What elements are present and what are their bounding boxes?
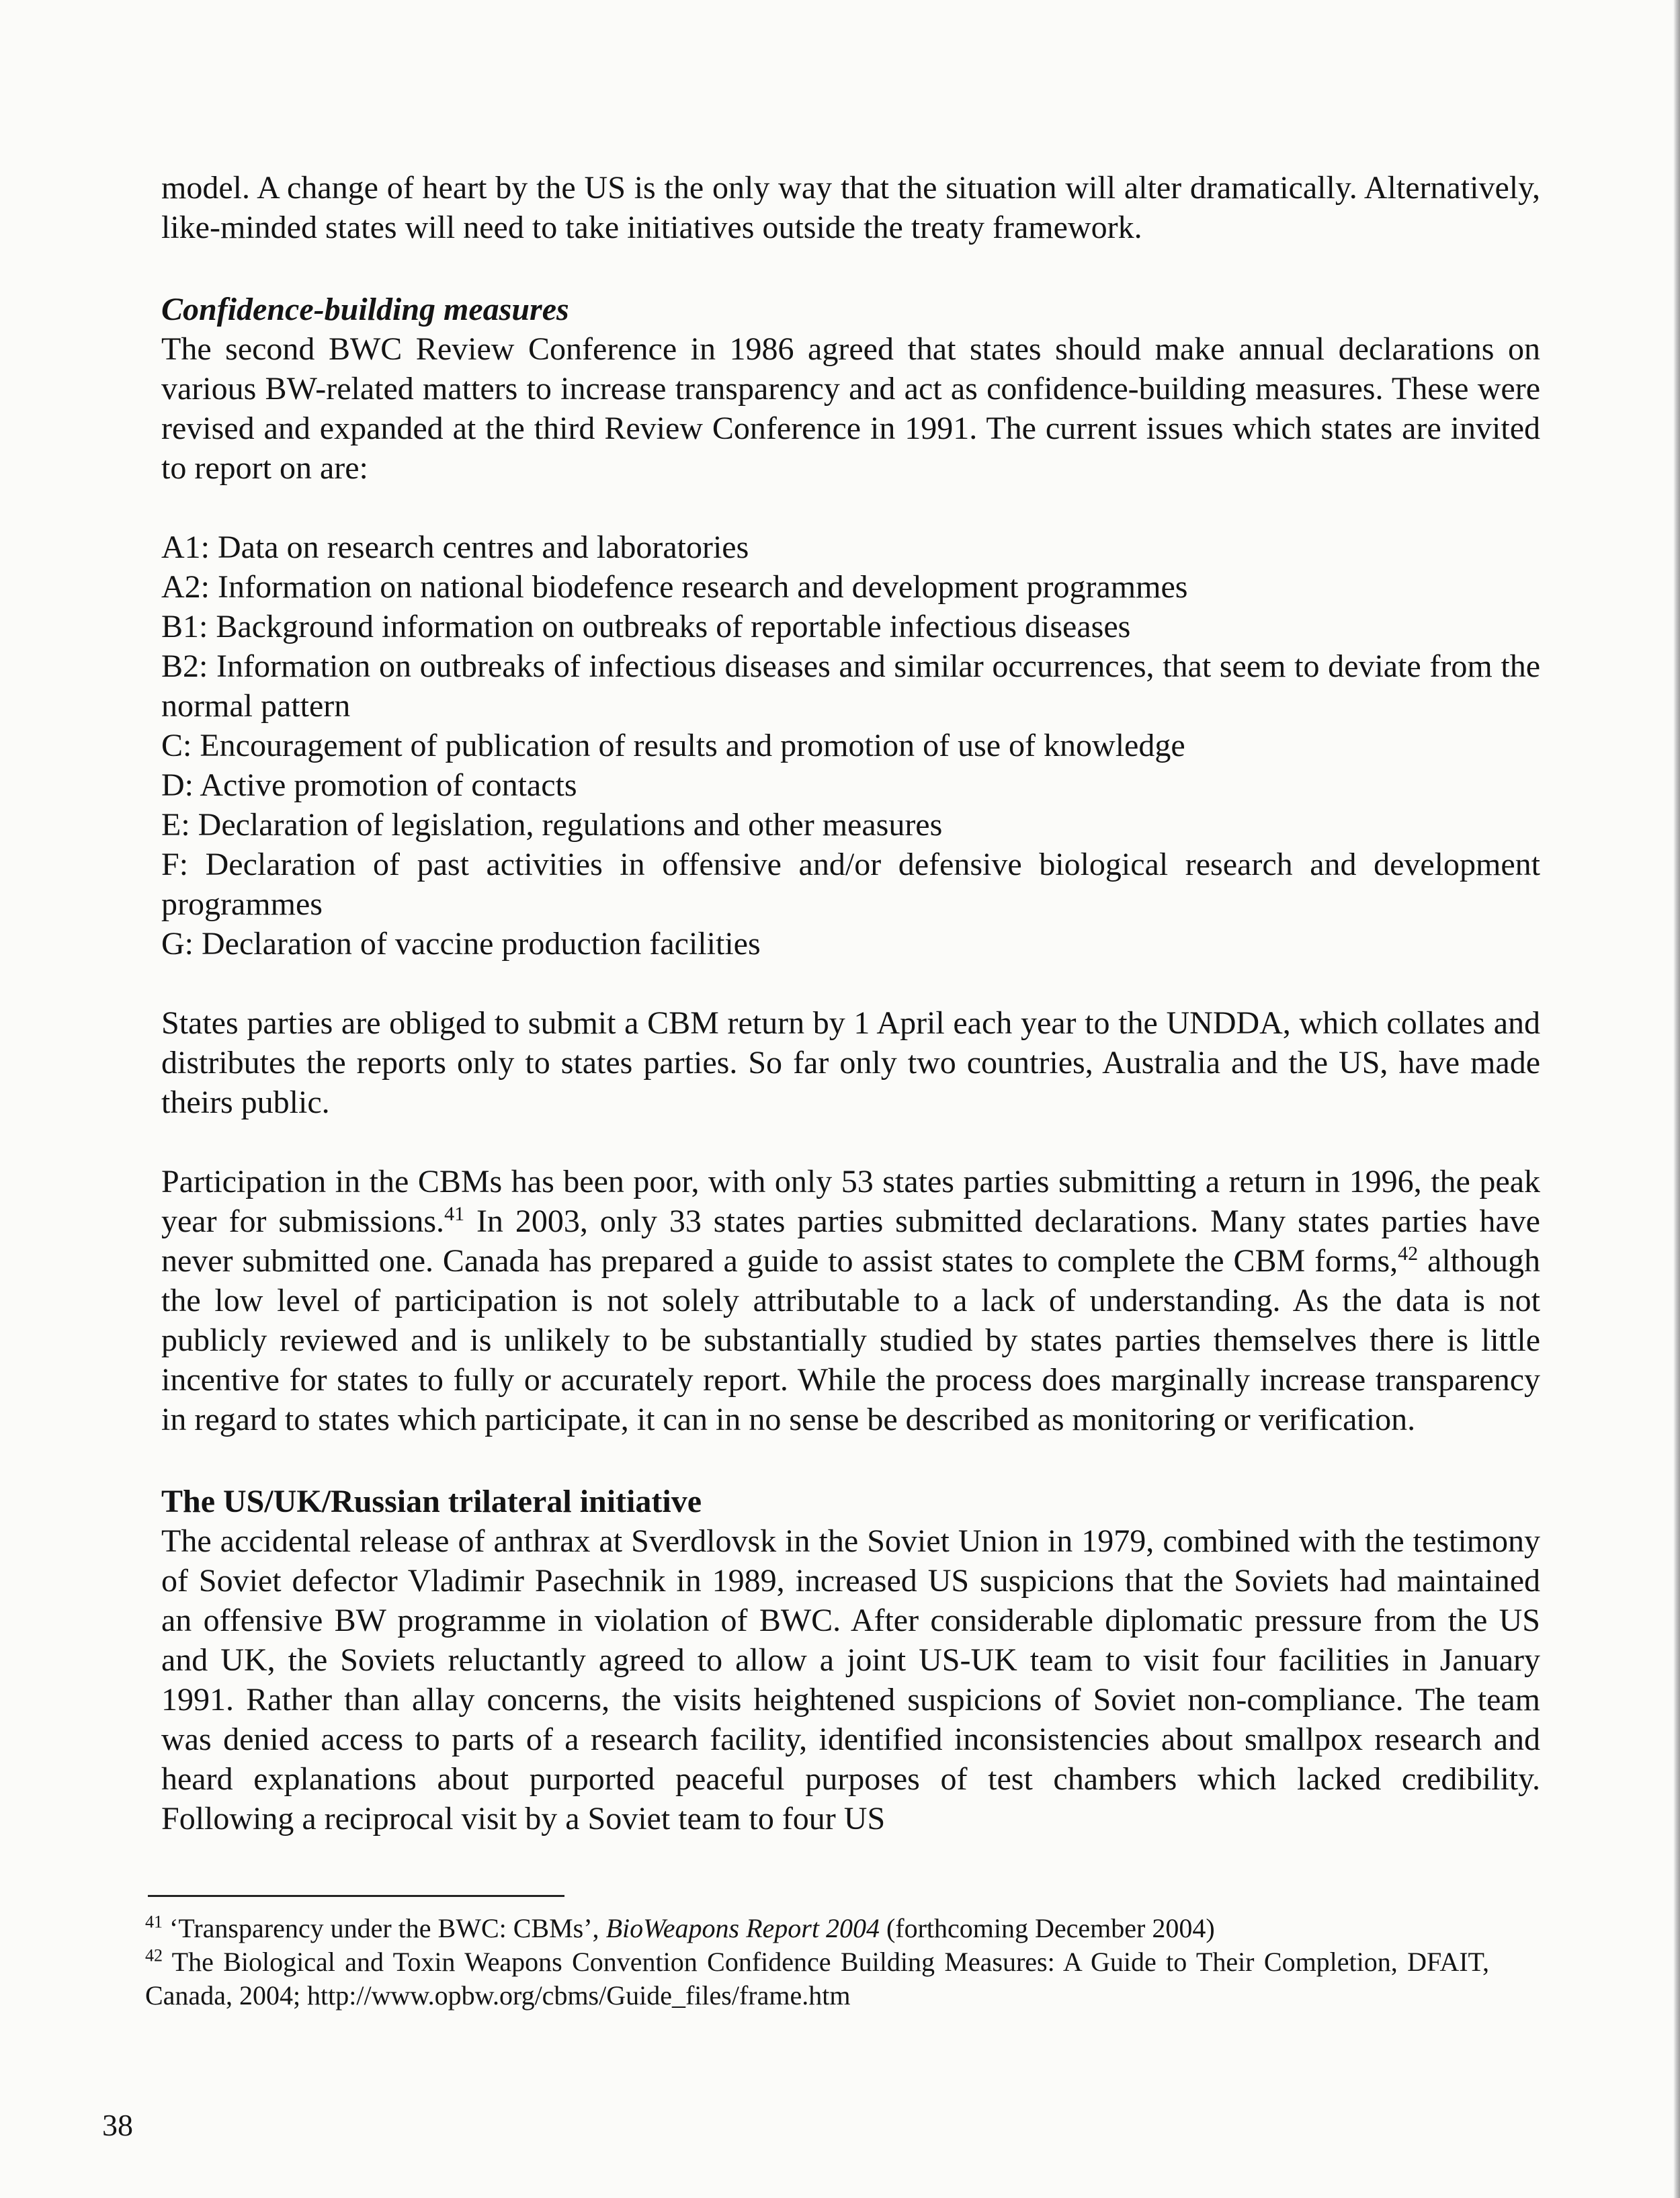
cbm-list: [161, 527, 1540, 964]
cbm-return-paragraph: States parties are obliged to submit a CBM return by 1 April each year to the UNDDA, which collates and distributes the reports only to states parties. So far only two countries, Australia and the US, have made theirs public.: [161, 1005, 1540, 1120]
intro-paragraph: model. A change of heart by the US is the only way that the situation will alter dramatically. Alternatively, like-minded states will need to take initiatives outside the treaty framework.: [161, 170, 1540, 245]
footnote-42: [145, 1945, 1489, 2013]
trilateral-heading: The US/UK/Russian trilateral initiative: [161, 1484, 702, 1519]
page-number: 38: [102, 2108, 133, 2142]
footnote-ref-41: 41: [444, 1203, 465, 1225]
footnote-number: 41: [145, 1912, 163, 1932]
participation-text-3: although the low level of participation is not solely attributable to a lack of understanding. As the data is not publicly reviewed and is unlikely to be substantially studied by states parties themselves there is little incentive for states to fully or accurately report. While the process does marginally increase transparency in regard to states which participate, it can in no sense be described as monitoring or verification.: [161, 1243, 1540, 1437]
cbm-paragraph: The second BWC Review Conference in 1986 agreed that states should make annual declarations on various BW-related matters to increase transparency and act as confidence-building measures. These were revised and expanded at the third Review Conference in 1991. The current issues which states are invited to report on are:: [161, 331, 1540, 486]
list-item: A2: Information on national biodefence research and development programmes: [161, 569, 1188, 605]
list-item: C: Encouragement of publication of results and promotion of use of knowledge: [161, 728, 1185, 763]
footnote-ref-42: 42: [1398, 1242, 1419, 1265]
footnotes: [145, 1895, 1489, 2013]
list-item: G: Declaration of vaccine production facilities: [161, 926, 761, 962]
participation-text-1: Participation in the CBMs has been poor, with only 53 states parties submitting a return in 1996, the peak year for submissions.: [161, 1164, 1540, 1239]
list-item: F: Declaration of past activities in offensive and/or defensive biological research and development programmes: [161, 847, 1540, 922]
footnote-text: ‘Transparency under the BWC: CBMs’,: [163, 1913, 606, 1943]
list-item: A1: Data on research centres and laboratories: [161, 530, 749, 565]
main-text: [161, 168, 1540, 1838]
participation-paragraph: [161, 1162, 1540, 1439]
trilateral-paragraph: The accidental release of anthrax at Sverdlovsk in the Soviet Union in 1979, combined with the testimony of Soviet defector Vladimir Pasechnik in 1989, increased US suspicions that the Soviets had maintained an offensive BW programme in violation of BWC. After considerable diplomatic pressure from the US and UK, the Soviets reluctantly agreed to allow a joint US-UK team to visit four facilities in January 1991. Rather than allay concerns, the visits heightened suspicions of Soviet non-compliance. The team was denied access to parts of a research facility, identified inconsistencies about smallpox research and heard explanations about purported peaceful purposes of test chambers which lacked credibility. Following a reciprocal visit by a Soviet team to four US: [161, 1523, 1540, 1836]
participation-text-2: In 2003, only 33 states parties submitted declarations. Many states parties have never submitted one. Canada has prepared a guide to assist states to complete the CBM forms,: [161, 1203, 1540, 1279]
cbm-heading: Confidence-building measures: [161, 292, 569, 327]
list-item: B2: Information on outbreaks of infectious diseases and similar occurrences, that seem to deviate from the normal pattern: [161, 648, 1540, 724]
footnote-title: BioWeapons Report 2004: [605, 1913, 880, 1943]
list-item: E: Declaration of legislation, regulations and other measures: [161, 807, 943, 843]
footnote-number: 42: [145, 1945, 163, 1965]
list-item: D: Active promotion of contacts: [161, 767, 577, 803]
footnote-rule: [148, 1895, 564, 1897]
footnote-41: [145, 1912, 1489, 1945]
footnote-text: The Biological and Toxin Weapons Convention Confidence Building Measures: A Guide to Their Completion, DFAIT, Canada, 2004; http://www.opbw.org/cbms/Guide_files/frame.htm: [145, 1947, 1489, 2011]
page-edge: [1673, 0, 1680, 2198]
footnote-text: (forthcoming December 2004): [879, 1913, 1215, 1943]
list-item: B1: Background information on outbreaks of reportable infectious diseases: [161, 609, 1131, 644]
